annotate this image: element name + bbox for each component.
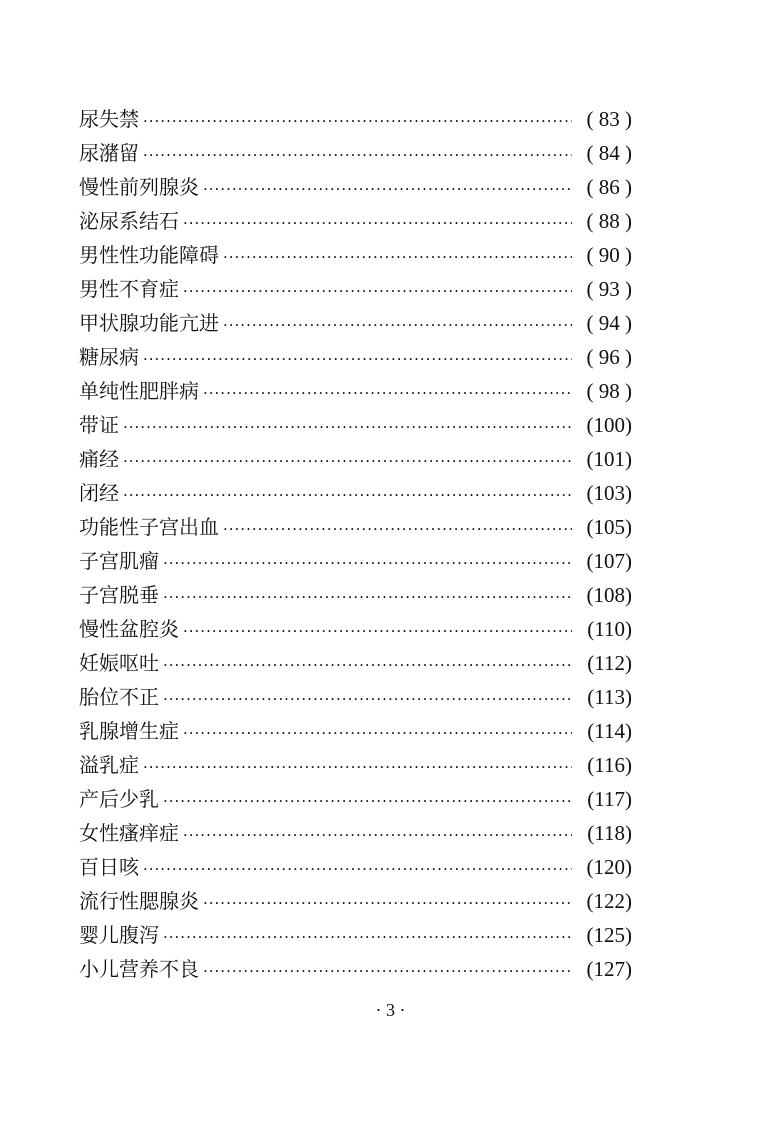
toc-entry-title: 子宫肌瘤 bbox=[79, 549, 159, 573]
toc-dot-leader bbox=[183, 614, 572, 648]
toc-entry bbox=[79, 510, 632, 544]
toc-entry-page: ( 83 ) bbox=[586, 107, 632, 131]
toc-dot-leader bbox=[123, 444, 572, 478]
toc-entry bbox=[79, 646, 632, 680]
toc-dot-leader bbox=[143, 342, 572, 376]
toc-entry-title: 百日咳 bbox=[79, 855, 139, 879]
toc-entry-page: (114) bbox=[587, 719, 632, 743]
toc-entry-title: 功能性子宫出血 bbox=[79, 515, 219, 539]
toc-entry-title: 闭经 bbox=[79, 481, 119, 505]
toc-entry-page: (120) bbox=[586, 855, 632, 879]
toc-dot-leader bbox=[143, 104, 572, 138]
toc-dot-leader bbox=[143, 750, 572, 784]
toc-dot-leader bbox=[203, 376, 572, 410]
toc-dot-leader bbox=[183, 274, 572, 308]
toc-entry-title: 男性性功能障碍 bbox=[79, 243, 219, 267]
toc-entry-title: 痛经 bbox=[79, 447, 119, 471]
toc-entry-title: 慢性盆腔炎 bbox=[79, 617, 179, 641]
toc-entry bbox=[79, 816, 632, 850]
toc-entry-title: 尿失禁 bbox=[79, 107, 139, 131]
toc-entry bbox=[79, 850, 632, 884]
toc-entry-page: (103) bbox=[586, 481, 632, 505]
toc-entry bbox=[79, 680, 632, 714]
toc-entry-title: 甲状腺功能亢进 bbox=[79, 311, 219, 335]
toc-dot-leader bbox=[183, 818, 572, 852]
toc-entry-page: (127) bbox=[586, 957, 632, 981]
toc-entry-page: (118) bbox=[587, 821, 632, 845]
toc-entry-page: (100) bbox=[586, 413, 632, 437]
page-number: · 3 · bbox=[375, 1000, 406, 1020]
toc-entry bbox=[79, 442, 632, 476]
toc-entry-title: 男性不育症 bbox=[79, 277, 179, 301]
toc-entry-title: 小儿营养不良 bbox=[79, 957, 199, 981]
toc-entry-title: 糖尿病 bbox=[79, 345, 139, 369]
toc-entry-page: (101) bbox=[586, 447, 632, 471]
toc-entry bbox=[79, 306, 632, 340]
toc-entry bbox=[79, 476, 632, 510]
toc-entry-title: 流行性腮腺炎 bbox=[79, 889, 199, 913]
toc-entry bbox=[79, 952, 632, 986]
toc-dot-leader bbox=[203, 954, 572, 988]
toc-dot-leader bbox=[183, 716, 572, 750]
toc-entry-title: 妊娠呕吐 bbox=[79, 651, 159, 675]
toc-entry-page: (125) bbox=[586, 923, 632, 947]
toc-entry-title: 子宫脱垂 bbox=[79, 583, 159, 607]
toc-entry-page: (116) bbox=[587, 753, 632, 777]
toc-entry bbox=[79, 612, 632, 646]
toc-entry-page: (107) bbox=[586, 549, 632, 573]
toc-entry-title: 慢性前列腺炎 bbox=[79, 175, 199, 199]
toc-entry-page: ( 94 ) bbox=[586, 311, 632, 335]
toc-entry-page: ( 96 ) bbox=[586, 345, 632, 369]
toc-dot-leader bbox=[163, 546, 572, 580]
toc-dot-leader bbox=[163, 920, 572, 954]
toc-dot-leader bbox=[163, 784, 572, 818]
toc-entry-title: 带证 bbox=[79, 413, 119, 437]
toc-entry-title: 溢乳症 bbox=[79, 753, 139, 777]
toc-entry-title: 女性瘙痒症 bbox=[79, 821, 179, 845]
toc-dot-leader bbox=[183, 206, 572, 240]
toc-entry bbox=[79, 272, 632, 306]
toc-entry bbox=[79, 408, 632, 442]
toc-entry-page: ( 98 ) bbox=[586, 379, 632, 403]
toc-entry-page: (113) bbox=[587, 685, 632, 709]
toc-dot-leader bbox=[203, 172, 572, 206]
toc-entry-page: ( 90 ) bbox=[586, 243, 632, 267]
toc-entry-page: (117) bbox=[587, 787, 632, 811]
toc-entry-title: 胎位不正 bbox=[79, 685, 159, 709]
toc-dot-leader bbox=[123, 410, 572, 444]
toc-dot-leader bbox=[163, 682, 572, 716]
toc-entry-title: 乳腺增生症 bbox=[79, 719, 179, 743]
toc-dot-leader bbox=[223, 512, 572, 546]
toc-entry bbox=[79, 170, 632, 204]
table-of-contents bbox=[79, 102, 632, 986]
toc-entry bbox=[79, 204, 632, 238]
toc-entry-page: ( 84 ) bbox=[586, 141, 632, 165]
toc-entry-title: 单纯性肥胖病 bbox=[79, 379, 199, 403]
toc-entry-page: ( 93 ) bbox=[586, 277, 632, 301]
toc-dot-leader bbox=[163, 580, 572, 614]
toc-entry bbox=[79, 578, 632, 612]
toc-dot-leader bbox=[123, 478, 572, 512]
toc-entry-page: (108) bbox=[586, 583, 632, 607]
toc-entry-title: 泌尿系结石 bbox=[79, 209, 179, 233]
toc-entry bbox=[79, 340, 632, 374]
toc-dot-leader bbox=[143, 138, 572, 172]
toc-entry bbox=[79, 102, 632, 136]
toc-dot-leader bbox=[163, 648, 572, 682]
toc-entry bbox=[79, 714, 632, 748]
toc-entry bbox=[79, 544, 632, 578]
toc-entry-page: (105) bbox=[586, 515, 632, 539]
toc-dot-leader bbox=[223, 308, 572, 342]
toc-entry-title: 婴儿腹泻 bbox=[79, 923, 159, 947]
toc-entry bbox=[79, 136, 632, 170]
toc-dot-leader bbox=[143, 852, 572, 886]
toc-entry-page: (122) bbox=[586, 889, 632, 913]
toc-entry bbox=[79, 782, 632, 816]
toc-entry-page: (110) bbox=[587, 617, 632, 641]
toc-entry-page: ( 86 ) bbox=[586, 175, 632, 199]
toc-entry-page: (112) bbox=[587, 651, 632, 675]
toc-entry-page: ( 88 ) bbox=[586, 209, 632, 233]
toc-entry bbox=[79, 748, 632, 782]
toc-dot-leader bbox=[203, 886, 572, 920]
toc-entry bbox=[79, 884, 632, 918]
toc-entry bbox=[79, 918, 632, 952]
toc-entry-title: 尿潴留 bbox=[79, 141, 139, 165]
toc-dot-leader bbox=[223, 240, 572, 274]
toc-entry-title: 产后少乳 bbox=[79, 787, 159, 811]
toc-entry bbox=[79, 238, 632, 272]
toc-entry bbox=[79, 374, 632, 408]
